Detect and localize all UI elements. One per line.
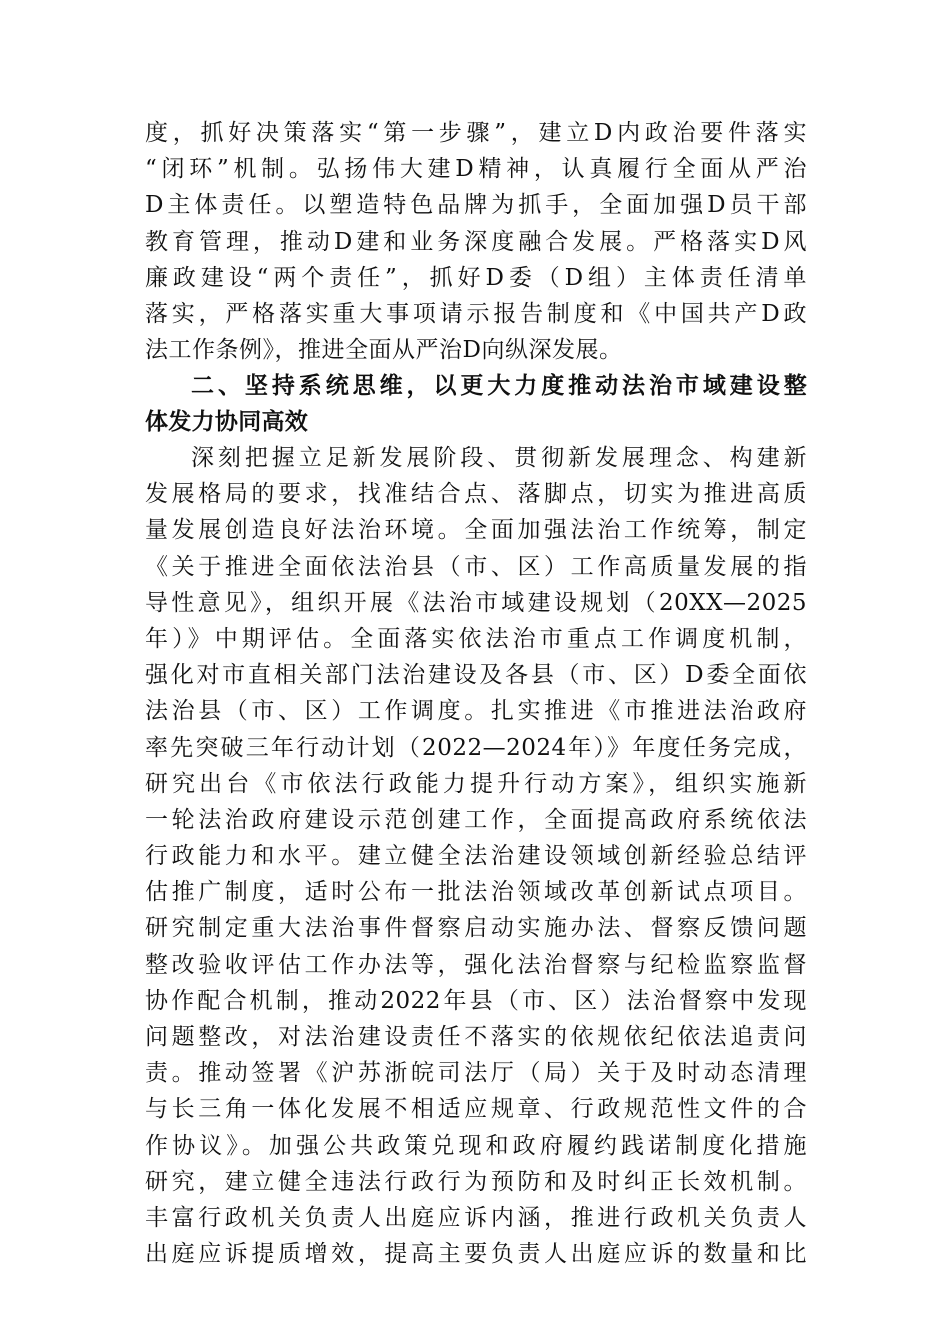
text-line: 问题整改，对法治建设责任不落实的依规依纪依法追责问 bbox=[145, 1024, 807, 1050]
text-line: 法工作条例》，推进全面从严治D向纵深发展。 bbox=[145, 337, 623, 364]
text-line: 率先突破三年行动计划（2022—2024年）》年度任务完成， bbox=[145, 734, 807, 761]
text-line: 发展格局的要求，找准结合点、落脚点，切实为推进高质 bbox=[145, 481, 807, 508]
text-line: 整改验收评估工作办法等，强化法治督察与纪检监察监督 bbox=[145, 951, 807, 978]
text-line: 丰富行政机关负责人出庭应诉内涵，推进行政机关负责人 bbox=[145, 1204, 807, 1231]
text-line: 导性意见》，组织开展《法治市域建设规划（20XX—2025 bbox=[145, 589, 807, 616]
paragraph-2 bbox=[145, 440, 807, 1272]
text-line: 责。推动签署《沪苏浙皖司法厅（局）关于及时动态清理 bbox=[145, 1060, 807, 1087]
text-line: 研究出台《市依法行政能力提升行动方案》，组织实施新 bbox=[145, 770, 807, 797]
text-line: 研究，建立健全违法行政行为预防和及时纠正长效机制。 bbox=[145, 1168, 807, 1195]
text-line: 与长三角一体化发展不相适应规章、行政规范性文件的合 bbox=[145, 1096, 807, 1123]
text-line: 《关于推进全面依法治县（市、区）工作高质量发展的指 bbox=[145, 553, 807, 580]
text-line: 强化对市直相关部门法治建设及各县（市、区）D委全面依 bbox=[145, 662, 807, 689]
text-line: 作协议》。加强公共政策兑现和政府履约践诺制度化措施 bbox=[145, 1132, 807, 1159]
text-line: 出庭应诉提质增效，提高主要负责人出庭应诉的数量和比 bbox=[145, 1241, 807, 1268]
text-line: 研究制定重大法治事件督察启动实施办法、督察反馈问题 bbox=[145, 915, 807, 942]
text-line: 法治县（市、区）工作调度。扎实推进《市推进法治政府 bbox=[145, 698, 807, 725]
text-line: 协作配合机制，推动2022年县（市、区）法治督察中发现 bbox=[145, 987, 807, 1014]
text-line: 教育管理，推动D建和业务深度融合发展。严格落实D风 bbox=[145, 228, 807, 255]
section-heading bbox=[145, 368, 807, 440]
text-line: 深刻把握立足新发展阶段、贯彻新发展理念、构建新 bbox=[191, 445, 807, 471]
text-line: 度，抓好决策落实“第一步骤”，建立D内政治要件落实 bbox=[145, 120, 807, 146]
text-line: 年）》中期评估。全面落实依法治市重点工作调度机制， bbox=[145, 625, 807, 652]
text-line: 估推广制度，适时公布一批法治领域改革创新试点项目。 bbox=[145, 879, 807, 906]
text-line: 一轮法治政府建设示范创建工作，全面提高政府系统依法 bbox=[145, 806, 807, 833]
heading-line: 体发力协同高效 bbox=[145, 409, 309, 436]
text-line: 行政能力和水平。建立健全法治建设领域创新经验总结评 bbox=[145, 843, 807, 870]
paragraph-1 bbox=[145, 115, 807, 368]
text-line: “闭环”机制。弘扬伟大建D精神，认真履行全面从严治 bbox=[145, 156, 807, 183]
heading-line: 二、坚持系统思维，以更大力度推动法治市域建设整 bbox=[191, 373, 807, 399]
text-line: D主体责任。以塑造特色品牌为抓手，全面加强D员干部 bbox=[145, 192, 807, 219]
text-line: 量发展创造良好法治环境。全面加强法治工作统筹，制定 bbox=[145, 517, 807, 544]
text-line: 廉政建设“两个责任”，抓好D委（D组）主体责任清单 bbox=[145, 264, 807, 291]
text-line: 落实，严格落实重大事项请示报告制度和《中国共产D政 bbox=[145, 300, 807, 327]
